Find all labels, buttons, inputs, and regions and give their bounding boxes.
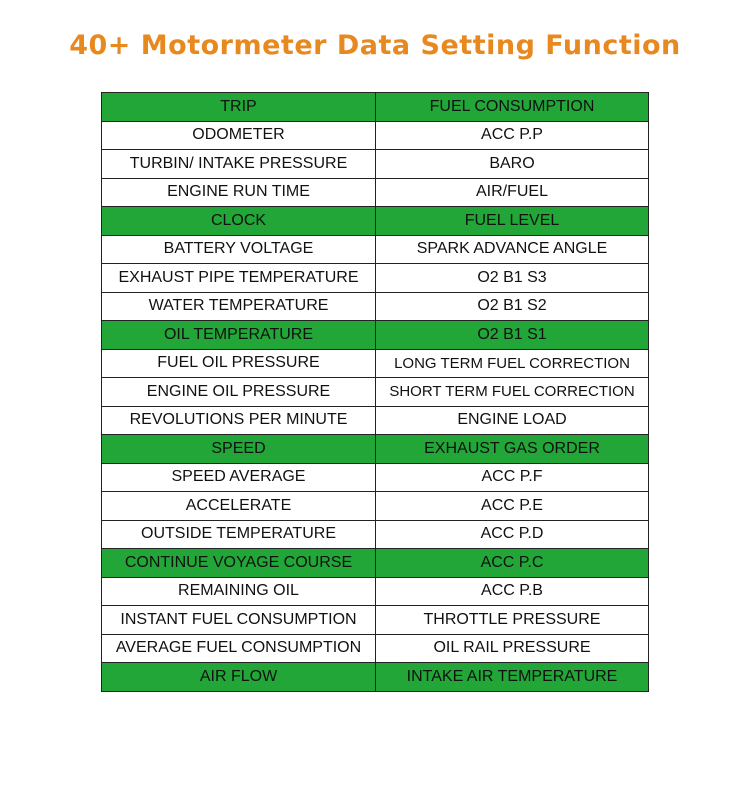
table-cell-left: FUEL OIL PRESSURE <box>102 349 376 378</box>
table-cell-left: ENGINE RUN TIME <box>102 178 376 207</box>
table-cell-left: OIL TEMPERATURE <box>102 321 376 350</box>
table-cell-left: EXHAUST PIPE TEMPERATURE <box>102 264 376 293</box>
table-row-highlighted <box>102 207 649 236</box>
table-cell-right: EXHAUST GAS ORDER <box>376 435 649 464</box>
table-cell-right: ACC P.E <box>376 492 649 521</box>
table-cell-left: SPEED <box>102 435 376 464</box>
table-cell-left: ODOMETER <box>102 121 376 150</box>
table-cell-right: LONG TERM FUEL CORRECTION <box>376 349 649 378</box>
table-row-highlighted <box>102 321 649 350</box>
table-cell-right: OIL RAIL PRESSURE <box>376 634 649 663</box>
table-cell-left: AVERAGE FUEL CONSUMPTION <box>102 634 376 663</box>
table-cell-right: ENGINE LOAD <box>376 406 649 435</box>
table-cell-left: AIR FLOW <box>102 663 376 692</box>
table-row <box>102 463 649 492</box>
table-cell-right: ACC P.D <box>376 520 649 549</box>
table-row <box>102 121 649 150</box>
table-cell-left: CONTINUE VOYAGE COURSE <box>102 549 376 578</box>
table-row <box>102 235 649 264</box>
function-table-body <box>102 93 649 692</box>
table-row-highlighted <box>102 549 649 578</box>
table-cell-left: ACCELERATE <box>102 492 376 521</box>
page-title: 40+ Motormeter Data Setting Function <box>69 30 681 61</box>
table-row <box>102 349 649 378</box>
function-table <box>101 92 649 692</box>
table-row <box>102 634 649 663</box>
table-cell-left: CLOCK <box>102 207 376 236</box>
table-cell-right: ACC P.C <box>376 549 649 578</box>
table-cell-left: REVOLUTIONS PER MINUTE <box>102 406 376 435</box>
table-row <box>102 606 649 635</box>
table-cell-left: OUTSIDE TEMPERATURE <box>102 520 376 549</box>
table-row <box>102 292 649 321</box>
table-cell-left: WATER TEMPERATURE <box>102 292 376 321</box>
table-cell-right: THROTTLE PRESSURE <box>376 606 649 635</box>
table-row <box>102 406 649 435</box>
table-cell-right: ACC P.P <box>376 121 649 150</box>
table-cell-right: O2 B1 S2 <box>376 292 649 321</box>
table-cell-left: INSTANT FUEL CONSUMPTION <box>102 606 376 635</box>
table-row <box>102 492 649 521</box>
table-cell-right: O2 B1 S3 <box>376 264 649 293</box>
table-row <box>102 577 649 606</box>
table-row-highlighted <box>102 435 649 464</box>
table-cell-right: ACC P.F <box>376 463 649 492</box>
table-cell-left: ENGINE OIL PRESSURE <box>102 378 376 407</box>
table-row <box>102 150 649 179</box>
table-cell-right: O2 B1 S1 <box>376 321 649 350</box>
table-cell-right: AIR/FUEL <box>376 178 649 207</box>
table-cell-right: SHORT TERM FUEL CORRECTION <box>376 378 649 407</box>
table-row <box>102 520 649 549</box>
table-row <box>102 264 649 293</box>
table-cell-right: FUEL CONSUMPTION <box>376 93 649 122</box>
table-cell-right: SPARK ADVANCE ANGLE <box>376 235 649 264</box>
table-row-highlighted <box>102 93 649 122</box>
table-cell-right: FUEL LEVEL <box>376 207 649 236</box>
table-cell-right: ACC P.B <box>376 577 649 606</box>
table-cell-left: TRIP <box>102 93 376 122</box>
table-cell-right: BARO <box>376 150 649 179</box>
table-row <box>102 378 649 407</box>
table-cell-left: TURBIN/ INTAKE PRESSURE <box>102 150 376 179</box>
table-cell-left: BATTERY VOLTAGE <box>102 235 376 264</box>
table-row <box>102 178 649 207</box>
table-cell-left: REMAINING OIL <box>102 577 376 606</box>
table-cell-left: SPEED AVERAGE <box>102 463 376 492</box>
table-cell-right: INTAKE AIR TEMPERATURE <box>376 663 649 692</box>
table-row-highlighted <box>102 663 649 692</box>
